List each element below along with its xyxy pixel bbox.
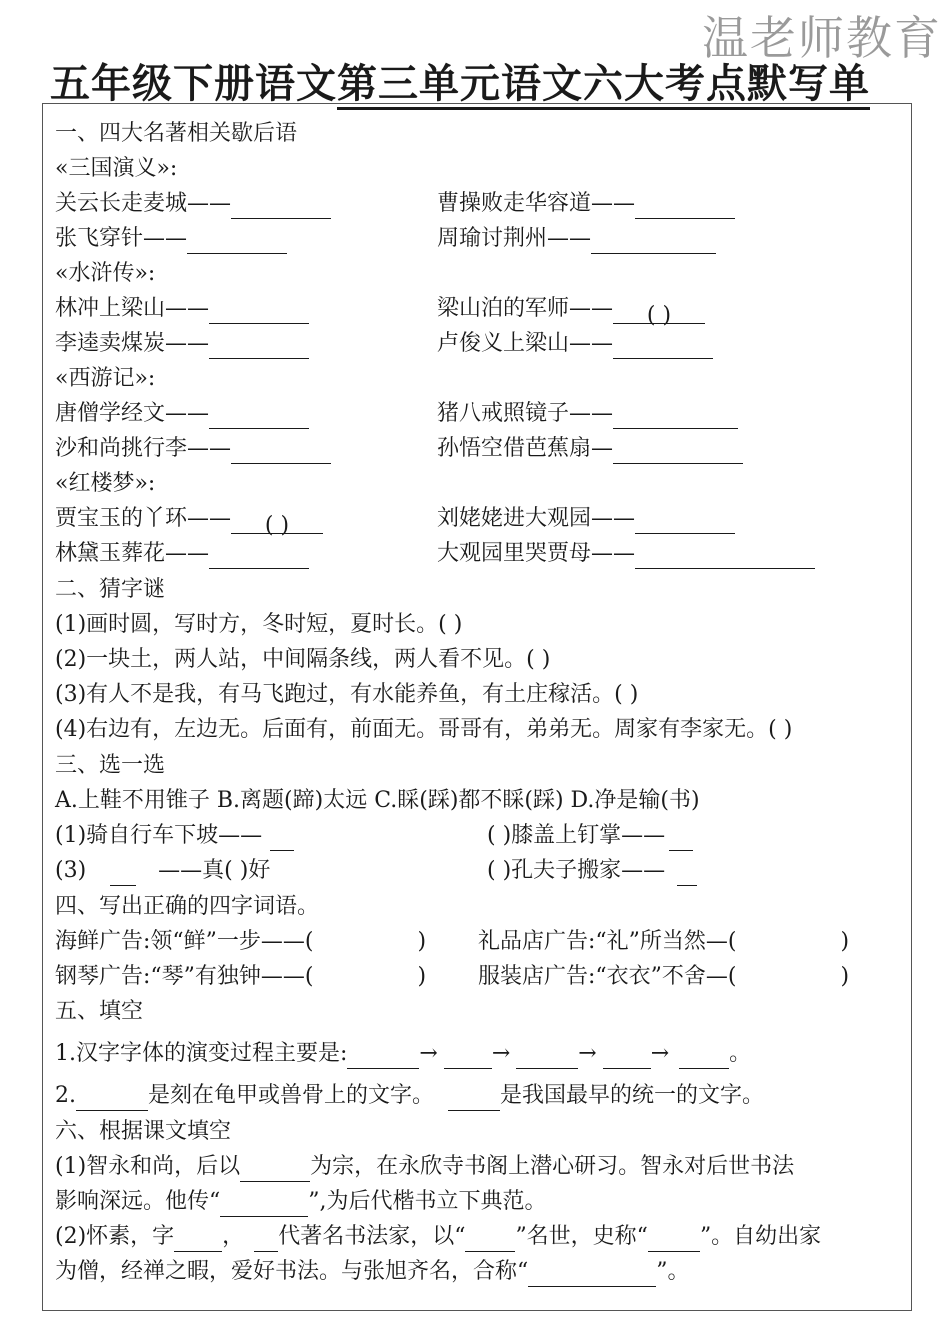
- answer-blank[interactable]: [635, 546, 815, 569]
- fill-item-1: 1.汉字字体的演变过程主要是: → → → → 。: [55, 1039, 751, 1069]
- choice-options: A.上鞋不用锥子 B.离题(蹄)太远 C.睬(踩)都不睬(踩) D.净是输(书): [55, 788, 700, 813]
- passage-1-line-2: 影响深远。他传“ ”,为后代楷书立下典范。: [55, 1187, 547, 1217]
- answer-blank[interactable]: [231, 196, 331, 219]
- idiom-item-1: 海鲜广告:领“鲜”一步——( ): [55, 929, 427, 954]
- honglou-item-4: 大观园里哭贾母——: [437, 539, 815, 569]
- answer-blank[interactable]: [209, 406, 309, 429]
- xiyou-label: «西游记»:: [55, 366, 156, 391]
- shuihu-item-3: 李逵卖煤炭——: [55, 329, 309, 359]
- answer-blank[interactable]: ( ): [613, 301, 705, 324]
- answer-blank[interactable]: [231, 441, 331, 464]
- title-underlined: 第三单元语文六大考点默写单: [337, 60, 870, 110]
- answer-blank[interactable]: [669, 828, 693, 851]
- answer-blank[interactable]: [444, 1046, 492, 1069]
- honglou-label: «红楼梦»:: [55, 471, 156, 496]
- answer-blank[interactable]: [591, 231, 716, 254]
- riddle-2: (2)一块土，两人站，中间隔条线，两人看不见。( ): [55, 647, 551, 672]
- section-2-heading: 二、猜字谜: [55, 577, 166, 602]
- answer-blank[interactable]: [347, 1046, 419, 1069]
- answer-blank[interactable]: [635, 511, 735, 534]
- honglou-item-1: 贾宝玉的丫环—— ( ): [55, 504, 323, 534]
- answer-blank[interactable]: [220, 1194, 308, 1217]
- sanguo-item-4: 周瑜讨荆州——: [437, 224, 716, 254]
- idiom-item-3: 钢琴广告:“琴”有独钟——( ): [55, 964, 427, 989]
- answer-blank[interactable]: [648, 1229, 700, 1252]
- sanguo-item-2: 曹操败走华容道——: [437, 189, 735, 219]
- section-1-heading: 一、四大名著相关歇后语: [55, 121, 298, 146]
- passage-2-line-1: (2)怀素，字 ， 代著名书法家，以“ ”名世，史称“ ”。自幼出家: [55, 1222, 821, 1252]
- riddle-3: (3)有人不是我，有马飞跑过，有水能养鱼，有土庄稼活。( ): [55, 682, 639, 707]
- answer-blank[interactable]: [110, 863, 136, 886]
- passage-2-line-2: 为僧，经禅之暇，爱好书法。与张旭齐名，合称“ ”。: [55, 1257, 690, 1287]
- riddle-1: (1)画时圆，写时方，冬时短，夏时长。( ): [55, 612, 463, 637]
- page-title: [50, 52, 900, 109]
- choice-item-1: (1)骑自行车下坡——: [55, 821, 294, 851]
- section-5-heading: 五、填空: [55, 999, 144, 1024]
- answer-blank[interactable]: [209, 336, 309, 359]
- idiom-item-4: 服装店广告:“衣衣”不舍—( ): [478, 964, 850, 989]
- fill-item-2: 2. 是刻在龟甲或兽骨上的文字。 是我国最早的统一的文字。: [55, 1081, 764, 1111]
- shuihu-item-4: 卢俊义上梁山——: [437, 329, 713, 359]
- section-4-heading: 四、写出正确的四字词语。: [55, 894, 320, 919]
- sanguo-label: «三国演义»:: [55, 156, 178, 181]
- answer-blank[interactable]: [209, 546, 309, 569]
- answer-blank[interactable]: [613, 441, 743, 464]
- title-plain: 五年级下册语文: [50, 60, 337, 107]
- answer-blank[interactable]: [613, 336, 713, 359]
- answer-blank[interactable]: [76, 1088, 148, 1111]
- sanguo-item-1: 关云长走麦城——: [55, 189, 331, 219]
- shuihu-label: «水浒传»:: [55, 261, 156, 286]
- shuihu-item-1: 林冲上梁山——: [55, 294, 309, 324]
- xiyou-item-3: 沙和尚挑行李——: [55, 434, 331, 464]
- choice-item-3: (3) ——真( )好: [55, 856, 270, 886]
- answer-blank[interactable]: [209, 301, 309, 324]
- riddle-4: (4)右边有，左边无。后面有，前面无。哥哥有，弟弟无。周家有李家无。( ): [55, 717, 793, 742]
- idiom-item-2: 礼品店广告:“礼”所当然—( ): [478, 929, 850, 954]
- shuihu-item-2: 梁山泊的军师—— ( ): [437, 294, 705, 324]
- answer-blank[interactable]: [270, 828, 294, 851]
- answer-blank[interactable]: [613, 406, 738, 429]
- honglou-item-3: 林黛玉葬花——: [55, 539, 309, 569]
- passage-1-line-1: (1)智永和尚，后以 为宗，在永欣寺书阁上潜心研习。智永对后世书法: [55, 1152, 794, 1182]
- xiyou-item-2: 猪八戒照镜子——: [437, 399, 738, 429]
- answer-blank[interactable]: [679, 1046, 729, 1069]
- choice-item-4: ( )孔夫子搬家——: [487, 856, 697, 886]
- answer-blank[interactable]: ( ): [231, 511, 323, 534]
- answer-blank[interactable]: [240, 1159, 310, 1182]
- xiyou-item-1: 唐僧学经文——: [55, 399, 309, 429]
- answer-blank[interactable]: [677, 863, 697, 886]
- answer-blank[interactable]: [448, 1088, 500, 1111]
- answer-blank[interactable]: [603, 1046, 651, 1069]
- answer-blank[interactable]: [254, 1229, 278, 1252]
- answer-blank[interactable]: [174, 1229, 222, 1252]
- answer-blank[interactable]: [465, 1229, 515, 1252]
- xiyou-item-4: 孙悟空借芭蕉扇—: [437, 434, 743, 464]
- section-3-heading: 三、选一选: [55, 753, 166, 778]
- honglou-item-2: 刘姥姥进大观园——: [437, 504, 735, 534]
- answer-blank[interactable]: [516, 1046, 578, 1069]
- section-6-heading: 六、根据课文填空: [55, 1119, 232, 1144]
- sanguo-item-3: 张飞穿针——: [55, 224, 287, 254]
- answer-blank[interactable]: [187, 231, 287, 254]
- choice-item-2: ( )膝盖上钉掌——: [487, 821, 693, 851]
- watermark: 温老师教育: [702, 11, 942, 65]
- answer-blank[interactable]: [635, 196, 735, 219]
- answer-blank[interactable]: [528, 1264, 656, 1287]
